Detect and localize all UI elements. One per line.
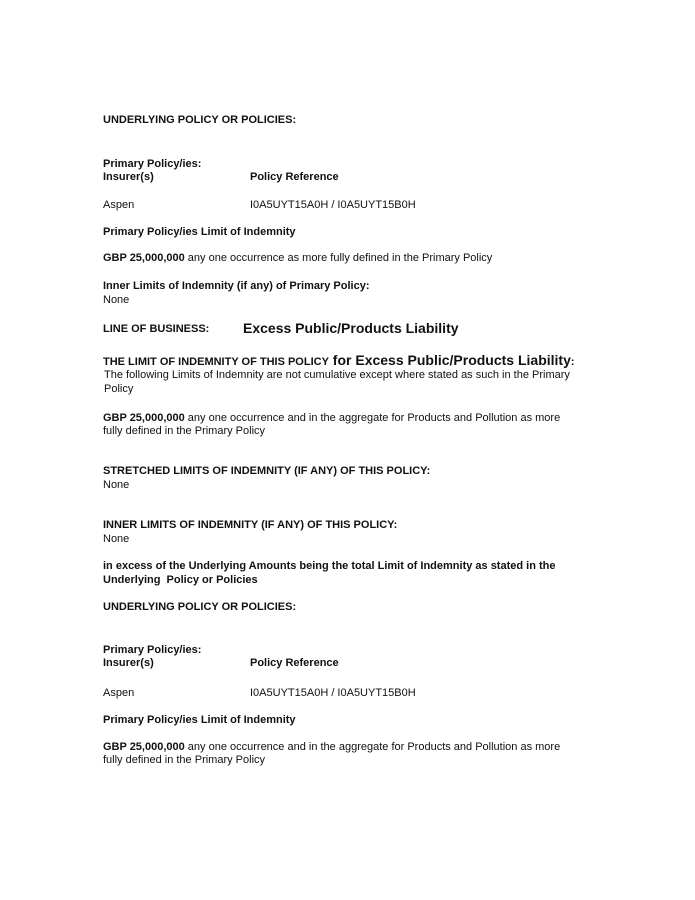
insurer-header-2: Insurer(s)	[103, 657, 154, 669]
stretched-limits-heading: STRETCHED LIMITS OF INDEMNITY (IF ANY) OF THIS POLICY:	[103, 465, 431, 477]
reference-header-2: Policy Reference	[250, 657, 339, 669]
insurer-name: Aspen	[103, 199, 135, 211]
underlying-policies-heading: UNDERLYING POLICY OR POLICIES:	[103, 114, 297, 126]
line-of-business-label: LINE OF BUSINESS:	[103, 323, 210, 335]
primary-limit-text	[103, 252, 492, 265]
primary-limit-heading: Primary Policy/ies Limit of Indemnity	[103, 226, 296, 238]
primary-limit-heading-2: Primary Policy/ies Limit of Indemnity	[103, 714, 296, 726]
insurer-row-2	[103, 687, 503, 700]
inner-limits-primary-heading: Inner Limits of Indemnity (if any) of Primary Policy:	[103, 280, 370, 292]
stretched-limits-value: None	[103, 479, 130, 491]
insurer-header: Insurer(s)	[103, 171, 154, 183]
insurer-row	[103, 199, 503, 212]
inner-limits-primary-value: None	[103, 294, 130, 306]
primary-limit-line2-2: fully defined in the Primary Policy	[103, 754, 266, 766]
primary-limit-line1-2	[103, 741, 560, 754]
this-policy-limit-heading	[103, 354, 575, 369]
primary-limit-description: any one occurrence as more fully defined in the Primary Policy	[184, 252, 493, 264]
reference-header: Policy Reference	[250, 171, 339, 183]
this-policy-limit-heading-prefix: THE LIMIT OF INDEMNITY OF THIS POLICY	[103, 356, 329, 368]
primary-limit-description-2: any one occurrence and in the aggregate for Products and Pollution as more	[184, 741, 561, 753]
line-of-business-value: Excess Public/Products Liability	[243, 320, 459, 336]
this-policy-amount-text: any one occurrence and in the aggregate for Products and Pollution as more	[184, 412, 561, 424]
primary-limit-amount: GBP 25,000,000	[103, 252, 185, 264]
not-cumulative-note-line1: The following Limits of Indemnity are not cumulative except where stated as such in the Primary	[104, 369, 570, 381]
this-policy-amount-line1	[103, 412, 560, 425]
primary-limit-amount-2: GBP 25,000,000	[103, 741, 185, 753]
underlying-policies-heading-2: UNDERLYING POLICY OR POLICIES:	[103, 601, 297, 613]
excess-statement-line2: Underlying Policy or Policies	[103, 574, 258, 586]
inner-limits-this-policy-value: None	[103, 533, 130, 545]
insurer-reference-header-row	[103, 171, 503, 184]
primary-policies-label-2: Primary Policy/ies:	[103, 644, 202, 656]
primary-policies-label: Primary Policy/ies:	[103, 158, 202, 170]
policy-reference: I0A5UYT15A0H / I0A5UYT15B0H	[250, 199, 416, 211]
this-policy-limit-heading-colon: :	[570, 356, 575, 368]
policy-reference-2: I0A5UYT15A0H / I0A5UYT15B0H	[250, 687, 416, 699]
this-policy-amount-line2: fully defined in the Primary Policy	[103, 425, 266, 437]
this-policy-amount: GBP 25,000,000	[103, 412, 185, 424]
inner-limits-this-policy-heading: INNER LIMITS OF INDEMNITY (IF ANY) OF THIS POLICY:	[103, 519, 398, 531]
insurer-name-2: Aspen	[103, 687, 135, 699]
not-cumulative-note-line2: Policy	[104, 383, 134, 395]
excess-statement-line1: in excess of the Underlying Amounts being the total Limit of Indemnity as stated in the	[103, 560, 556, 572]
insurer-reference-header-row-2	[103, 657, 503, 670]
this-policy-limit-heading-suffix: for Excess Public/Products Liability	[328, 352, 571, 368]
